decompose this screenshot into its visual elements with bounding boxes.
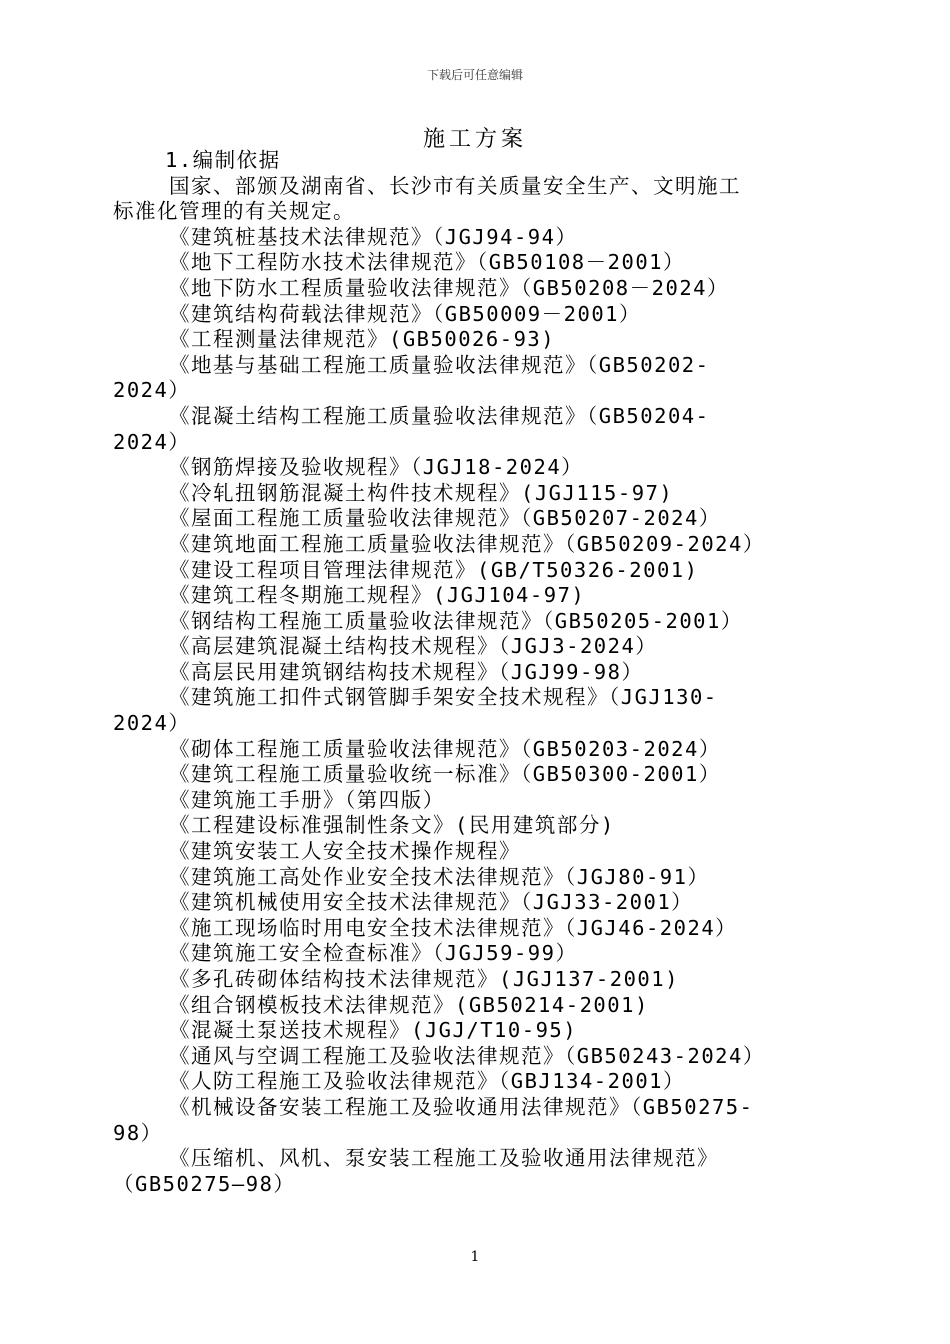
standard-item: 《钢筋焊接及验收规程》（JGJ18-2024） [169, 455, 584, 480]
standard-item: 《建筑结构荷载法律规范》（GB50009－2001） [169, 301, 642, 326]
standard-item: 《高层建筑混凝土结构技术规程》（JGJ3-2024） [169, 634, 658, 659]
standard-item: 《建筑工程施工质量验收统一标准》（GB50300-2001） [169, 762, 721, 787]
standard-item: 《混凝土结构工程施工质量验收法律规范》（GB50204- [169, 403, 710, 428]
standard-item-continuation: （GB50275—98） [113, 1171, 296, 1196]
standard-item: 《组合钢模板技术法律规范》(GB50214-2001) [169, 992, 649, 1017]
standard-item: 《建筑施工扣件式钢管脚手架安全技术规程》（JGJ130- [169, 685, 718, 710]
standard-item: 《建筑桩基技术法律规范》（JGJ94-94） [169, 224, 578, 249]
standard-item: 《建筑地面工程施工质量验收法律规范》（GB50209-2024） [169, 531, 765, 556]
intro-paragraph-line: 国家、部颁及湖南省、长沙市有关质量安全生产、文明施工 [169, 173, 741, 198]
standard-item: 《高层民用建筑钢结构技术规程》（JGJ99-98） [169, 659, 644, 684]
standard-item: 《钢结构工程施工质量验收法律规范》（GB50205-2001） [169, 608, 743, 633]
standard-item: 《工程建设标准强制性条文》(民用建筑部分) [169, 813, 615, 838]
standard-item: 《地下工程防水技术法律规范》（GB50108－2001） [169, 250, 686, 275]
standard-item: 《多孔砖砌体结构技术法律规范》(JGJ137-2001) [169, 967, 679, 991]
standard-item: 《建筑机械使用安全技术法律规范》（JGJ33-2001） [169, 890, 694, 915]
standard-item: 《屋面工程施工质量验收法律规范》（GB50207-2024） [169, 506, 721, 531]
standard-item: 《建筑施工高处作业安全技术法律规范》（JGJ80-91） [169, 864, 710, 889]
standard-item: 《地基与基础工程施工质量验收法律规范》（GB50202- [169, 352, 710, 377]
standard-item: 《建筑工程冬期施工规程》(JGJ104-97) [169, 583, 586, 608]
standard-item: 《建筑施工手册》（第四版） [169, 787, 445, 812]
standard-item: 《砌体工程施工质量验收法律规范》（GB50203-2024） [169, 736, 721, 761]
standard-item: 《压缩机、风机、泵安装工程施工及验收通用法律规范》 [169, 1146, 719, 1171]
standard-item: 《人防工程施工及验收法律规范》（GBJ134-2001） [169, 1069, 686, 1094]
standard-item: 《建筑施工安全检查标准》（JGJ59-99） [169, 941, 578, 966]
section-heading: 1.编制依据 [165, 148, 281, 172]
header-note: 下载后可任意编辑 [426, 68, 523, 82]
standard-item-continuation: 98） [113, 1120, 163, 1145]
standard-item-continuation: 2024） [113, 429, 191, 454]
standard-item-continuation: 2024） [113, 378, 191, 403]
standard-item: 《混凝土泵送技术规程》(JGJ/T10-95) [169, 1018, 578, 1043]
page-number: 1 [470, 1249, 480, 1265]
standard-item: 《机械设备安装工程施工及验收通用法律规范》（GB50275- [169, 1094, 754, 1119]
page-title: 施工方案 [422, 127, 527, 152]
standard-item-continuation: 2024） [113, 711, 191, 736]
intro-paragraph-line: 标准化管理的有关规定。 [113, 199, 355, 224]
standard-item: 《工程测量法律规范》(GB50026-93) [169, 327, 556, 352]
document-body [113, 148, 843, 1197]
standard-item: 《建设工程项目管理法律规范》(GB/T50326-2001) [169, 557, 699, 582]
standard-item: 《施工现场临时用电安全技术法律规范》（JGJ46-2024） [169, 915, 738, 940]
standard-item: 《地下防水工程质量验收法律规范》（GB50208－2024） [169, 275, 730, 300]
standard-item: 《通风与空调工程施工及验收法律规范》（GB50243-2024） [169, 1043, 765, 1068]
standard-item: 《建筑安装工人安全技术操作规程》 [169, 839, 521, 864]
standard-item: 《冷轧扭钢筋混凝土构件技术规程》(JGJ115-97) [169, 480, 674, 505]
